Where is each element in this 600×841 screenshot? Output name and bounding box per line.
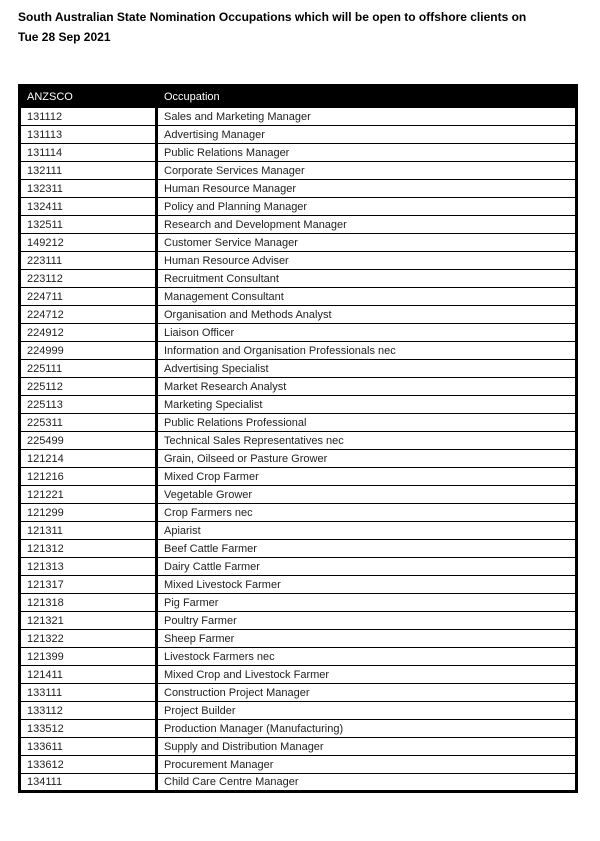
occupation-cell: Project Builder	[157, 702, 577, 720]
table-row	[20, 432, 577, 450]
table-row	[20, 738, 577, 756]
table-row	[20, 702, 577, 720]
anzsco-code-cell: 133512	[20, 720, 157, 738]
occupation-cell: Supply and Distribution Manager	[157, 738, 577, 756]
table-row	[20, 558, 577, 576]
table-row	[20, 360, 577, 378]
table-row	[20, 342, 577, 360]
anzsco-code-cell: 225113	[20, 396, 157, 414]
anzsco-code-cell: 121221	[20, 486, 157, 504]
anzsco-code-cell: 121318	[20, 594, 157, 612]
occupation-cell: Crop Farmers nec	[157, 504, 577, 522]
anzsco-code-cell: 121313	[20, 558, 157, 576]
header-row	[20, 86, 577, 108]
table-row	[20, 684, 577, 702]
anzsco-code-cell: 225499	[20, 432, 157, 450]
anzsco-code-cell: 121299	[20, 504, 157, 522]
table-row	[20, 396, 577, 414]
table-row	[20, 630, 577, 648]
anzsco-code-cell: 225311	[20, 414, 157, 432]
table-row	[20, 234, 577, 252]
page-title	[18, 7, 526, 47]
table-row	[20, 756, 577, 774]
anzsco-code-cell: 131113	[20, 126, 157, 144]
anzsco-code-cell: 121216	[20, 468, 157, 486]
anzsco-code-cell: 132511	[20, 216, 157, 234]
occupation-cell: Research and Development Manager	[157, 216, 577, 234]
header-occupation: Occupation	[157, 86, 577, 108]
occupation-cell: Beef Cattle Farmer	[157, 540, 577, 558]
occupation-cell: Mixed Crop and Livestock Farmer	[157, 666, 577, 684]
occupation-cell: Organisation and Methods Analyst	[157, 306, 577, 324]
anzsco-code-cell: 133611	[20, 738, 157, 756]
table-row	[20, 666, 577, 684]
occupation-cell: Market Research Analyst	[157, 378, 577, 396]
occupation-cell: Vegetable Grower	[157, 486, 577, 504]
anzsco-code-cell: 133111	[20, 684, 157, 702]
occupation-cell: Production Manager (Manufacturing)	[157, 720, 577, 738]
occupation-cell: Procurement Manager	[157, 756, 577, 774]
table-row	[20, 486, 577, 504]
anzsco-code-cell: 132411	[20, 198, 157, 216]
anzsco-code-cell: 121411	[20, 666, 157, 684]
occupation-cell: Liaison Officer	[157, 324, 577, 342]
anzsco-code-cell: 121312	[20, 540, 157, 558]
occupations-table	[18, 84, 578, 793]
table-row	[20, 414, 577, 432]
occupations-table-body	[20, 108, 577, 792]
anzsco-code-cell: 121322	[20, 630, 157, 648]
table-row	[20, 774, 577, 792]
occupation-cell: Mixed Livestock Farmer	[157, 576, 577, 594]
occupation-cell: Customer Service Manager	[157, 234, 577, 252]
table-row	[20, 612, 577, 630]
table-row	[20, 288, 577, 306]
occupation-cell: Livestock Farmers nec	[157, 648, 577, 666]
anzsco-code-cell: 133112	[20, 702, 157, 720]
occupation-cell: Human Resource Adviser	[157, 252, 577, 270]
anzsco-code-cell: 224711	[20, 288, 157, 306]
occupation-cell: Marketing Specialist	[157, 396, 577, 414]
occupation-cell: Advertising Specialist	[157, 360, 577, 378]
occupation-cell: Construction Project Manager	[157, 684, 577, 702]
table-row	[20, 576, 577, 594]
table-row	[20, 144, 577, 162]
anzsco-code-cell: 224912	[20, 324, 157, 342]
occupation-cell: Dairy Cattle Farmer	[157, 558, 577, 576]
anzsco-code-cell: 133612	[20, 756, 157, 774]
table-row	[20, 648, 577, 666]
table-row	[20, 108, 577, 126]
table-row	[20, 378, 577, 396]
anzsco-code-cell: 225112	[20, 378, 157, 396]
table-row	[20, 306, 577, 324]
anzsco-code-cell: 224999	[20, 342, 157, 360]
occupation-cell: Child Care Centre Manager	[157, 774, 577, 792]
anzsco-code-cell: 131114	[20, 144, 157, 162]
table-row	[20, 198, 577, 216]
occupation-cell: Policy and Planning Manager	[157, 198, 577, 216]
occupation-cell: Apiarist	[157, 522, 577, 540]
occupation-cell: Sales and Marketing Manager	[157, 108, 577, 126]
occupation-cell: Management Consultant	[157, 288, 577, 306]
occupation-cell: Corporate Services Manager	[157, 162, 577, 180]
occupation-cell: Public Relations Manager	[157, 144, 577, 162]
table-row	[20, 468, 577, 486]
occupations-table-header	[20, 86, 577, 108]
occupation-cell: Poultry Farmer	[157, 612, 577, 630]
occupation-cell: Information and Organisation Professionals nec	[157, 342, 577, 360]
occupation-cell: Recruitment Consultant	[157, 270, 577, 288]
table-row	[20, 162, 577, 180]
table-row	[20, 540, 577, 558]
table-row	[20, 270, 577, 288]
occupation-cell: Pig Farmer	[157, 594, 577, 612]
anzsco-code-cell: 131112	[20, 108, 157, 126]
occupation-cell: Technical Sales Representatives nec	[157, 432, 577, 450]
occupation-cell: Advertising Manager	[157, 126, 577, 144]
table-row	[20, 324, 577, 342]
occupation-cell: Mixed Crop Farmer	[157, 468, 577, 486]
table-row	[20, 504, 577, 522]
table-row	[20, 252, 577, 270]
anzsco-code-cell: 121321	[20, 612, 157, 630]
page-title-line-1: South Australian State Nomination Occupations which will be open to offshore clients on	[18, 10, 527, 24]
table-row	[20, 180, 577, 198]
occupation-cell: Human Resource Manager	[157, 180, 577, 198]
table-row	[20, 522, 577, 540]
table-row	[20, 720, 577, 738]
table-row	[20, 594, 577, 612]
anzsco-code-cell: 121214	[20, 450, 157, 468]
occupation-cell: Public Relations Professional	[157, 414, 577, 432]
page-title-line-2: Tue 28 Sep 2021	[18, 30, 111, 44]
anzsco-code-cell: 121311	[20, 522, 157, 540]
anzsco-code-cell: 223111	[20, 252, 157, 270]
anzsco-code-cell: 121317	[20, 576, 157, 594]
anzsco-code-cell: 134111	[20, 774, 157, 792]
table-row	[20, 126, 577, 144]
occupation-cell: Sheep Farmer	[157, 630, 577, 648]
anzsco-code-cell: 224712	[20, 306, 157, 324]
anzsco-code-cell: 121399	[20, 648, 157, 666]
anzsco-code-cell: 132111	[20, 162, 157, 180]
header-anzsco: ANZSCO	[20, 86, 157, 108]
table-row	[20, 216, 577, 234]
anzsco-code-cell: 225111	[20, 360, 157, 378]
anzsco-code-cell: 149212	[20, 234, 157, 252]
anzsco-code-cell: 223112	[20, 270, 157, 288]
occupation-cell: Grain, Oilseed or Pasture Grower	[157, 450, 577, 468]
anzsco-code-cell: 132311	[20, 180, 157, 198]
table-row	[20, 450, 577, 468]
